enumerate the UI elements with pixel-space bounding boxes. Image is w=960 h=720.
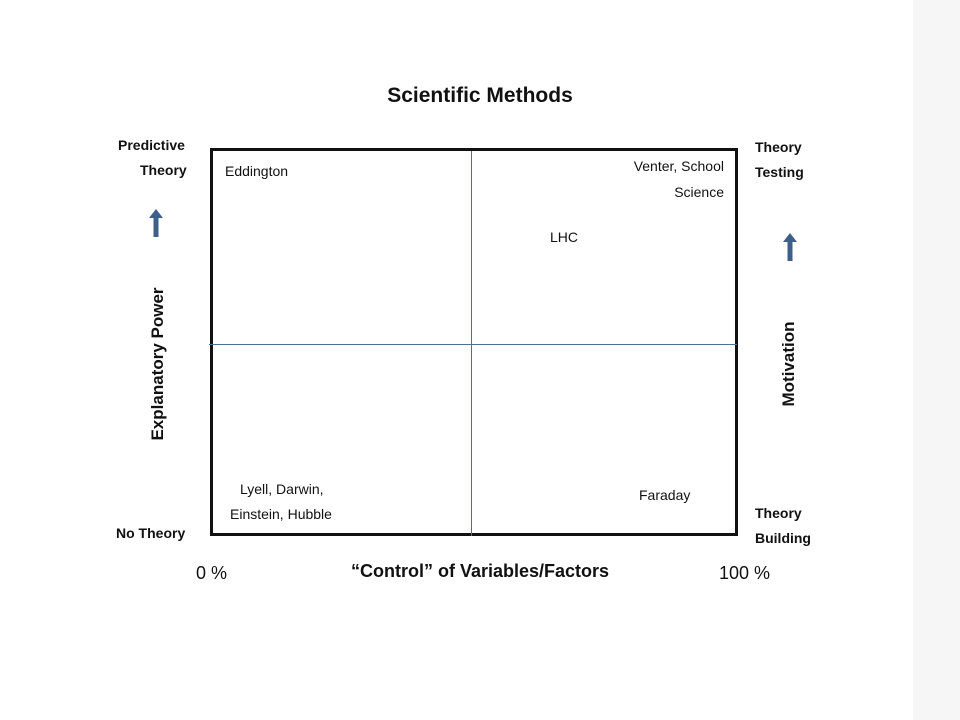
x-axis-label: “Control” of Variables/Factors — [350, 561, 610, 581]
left-bottom-label: No Theory — [116, 525, 186, 541]
entry-lyell-line1: Lyell, Darwin, — [240, 481, 324, 497]
entry-lhc: LHC — [550, 229, 579, 245]
left-top-label-line2: Theory — [140, 162, 187, 178]
up-arrow-icon — [148, 209, 164, 237]
entry-faraday: Faraday — [639, 487, 691, 503]
entry-venter-line2: Science — [674, 184, 724, 200]
up-arrow-icon — [782, 233, 798, 261]
x-axis-min-label: 0 % — [196, 563, 228, 583]
horizontal-divider — [209, 344, 737, 345]
right-margin-band — [913, 0, 960, 720]
diagram-title: Scientific Methods — [387, 84, 573, 107]
right-bottom-label-line1: Theory — [755, 505, 802, 521]
entry-venter-line1: Venter, School — [633, 158, 724, 174]
diagram-frame — [210, 148, 738, 536]
left-axis-label: Explanatory Power — [148, 287, 167, 441]
right-top-label-line2: Testing — [755, 164, 804, 180]
left-top-label-line1: Predictive — [118, 137, 185, 153]
right-bottom-label-line2: Building — [755, 530, 811, 546]
entry-eddington: Eddington — [225, 163, 289, 179]
entry-lyell-line2: Einstein, Hubble — [230, 506, 332, 522]
right-top-label-line1: Theory — [755, 139, 802, 155]
right-axis-label: Motivation — [779, 321, 798, 407]
x-axis-max-label: 100 % — [719, 563, 771, 583]
